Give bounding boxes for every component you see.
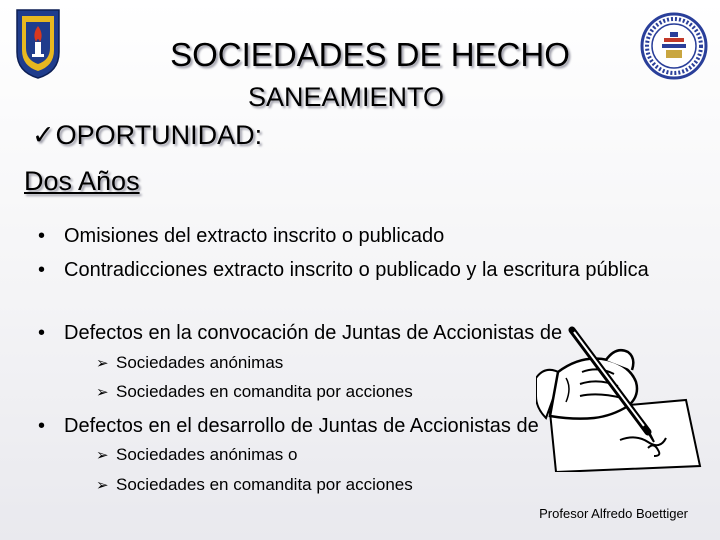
bullet-text: Omisiones del extracto inscrito o publicado: [64, 225, 445, 247]
bullet-item: [38, 223, 708, 249]
section-subheading: Dos Años: [24, 166, 140, 196]
bullet-item: [38, 257, 708, 283]
sub-bullet-item: [96, 474, 413, 496]
sub-bullet-item: [96, 381, 413, 403]
checkmark-icon: ✓: [32, 120, 55, 151]
sub-bullet-text: Sociedades anónimas: [116, 353, 284, 372]
arrow-bullet-icon: ➢: [96, 476, 109, 494]
hand-writing-signature-icon: [536, 326, 712, 472]
bullet-marker: •: [38, 225, 46, 247]
arrow-bullet-icon: ➢: [96, 446, 109, 464]
arrow-bullet-icon: ➢: [96, 383, 109, 401]
bullet-text: Defectos en el desarrollo de Juntas de Accionistas de: [64, 415, 539, 437]
sub-bullet-text: Sociedades en comandita por acciones: [116, 382, 413, 401]
sub-bullet-text: Sociedades en comandita por acciones: [116, 475, 413, 494]
slide-title: SOCIEDADES DE HECHO: [170, 36, 570, 73]
footer-author: Profesor Alfredo Boettiger: [539, 506, 688, 521]
section-heading: [32, 120, 262, 151]
bullet-marker: •: [38, 415, 46, 437]
bullet-marker: •: [38, 259, 46, 281]
sub-bullet-text: Sociedades anónimas o: [116, 445, 298, 464]
slide-subtitle: SANEAMIENTO: [248, 82, 445, 112]
bullet-text: Contradicciones extracto inscrito o publicado y la escritura pública: [64, 259, 649, 281]
sub-bullet-item: [96, 352, 283, 374]
section-heading-text: OPORTUNIDAD:: [55, 120, 263, 150]
bullet-text: Defectos en la convocación de Juntas de Accionistas de: [64, 322, 563, 344]
sub-bullet-item: [96, 444, 297, 466]
bullet-marker: •: [38, 322, 46, 344]
arrow-bullet-icon: ➢: [96, 354, 109, 372]
